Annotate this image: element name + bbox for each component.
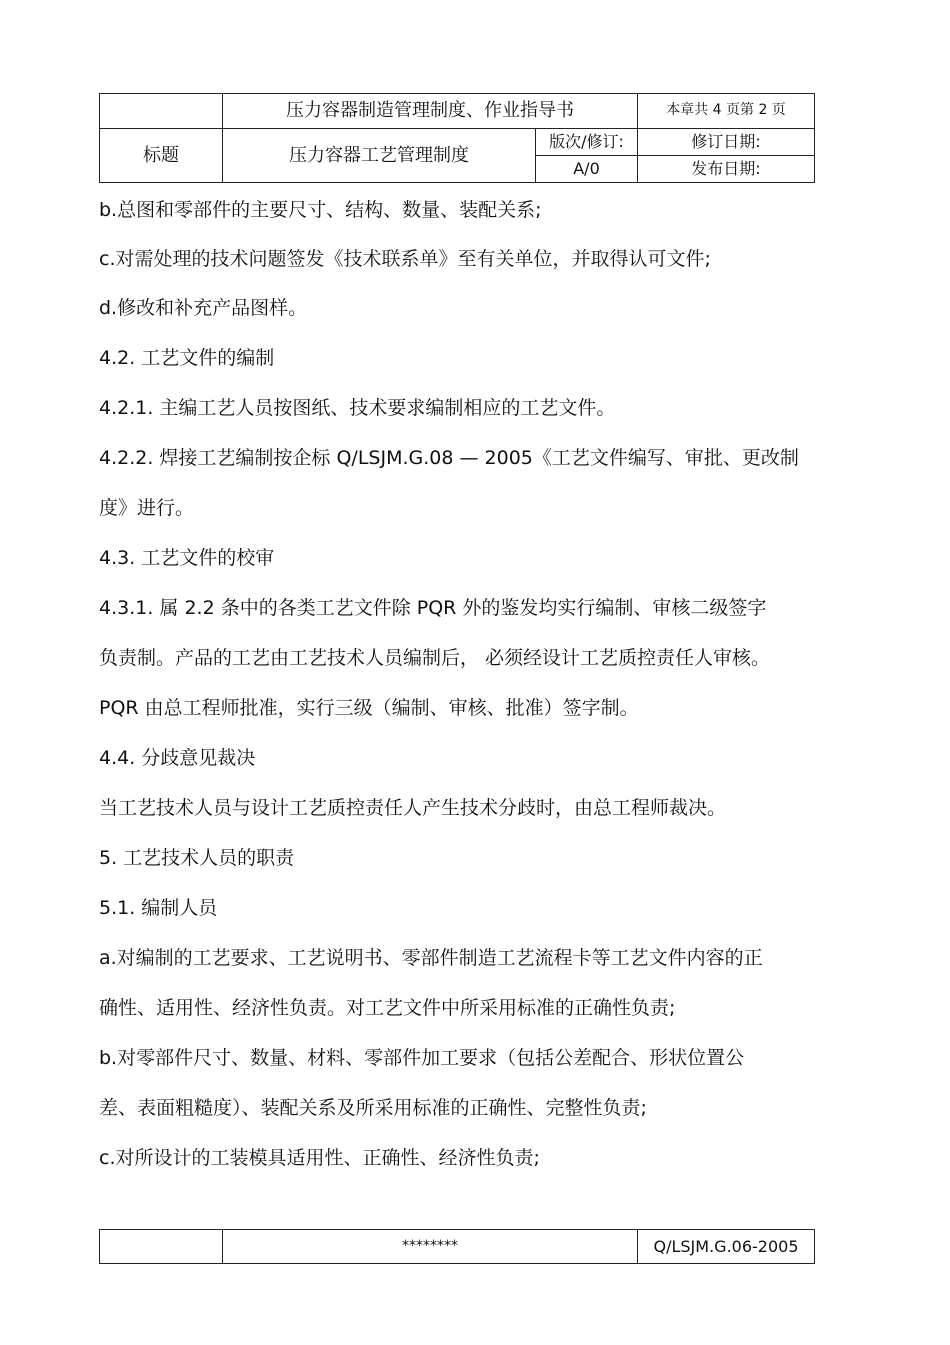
release-date-label: 发布日期: — [638, 156, 815, 183]
section-heading: 4.4. 分歧意见裁决 — [99, 747, 256, 769]
revision-date-label: 修订日期: — [638, 129, 815, 156]
section-heading: 5.1. 编制人员 — [99, 897, 218, 919]
body-line: 4.2.2. 焊接工艺编制按企标 Q/LSJM.G.08 — 2005《工艺文件编写、审批、更改制 — [99, 447, 799, 469]
body-line: 4.2.1. 主编工艺人员按图纸、技术要求编制相应的工艺文件。 — [99, 397, 616, 419]
footer-table — [99, 1229, 815, 1264]
body-line: b.总图和零部件的主要尺寸、结构、数量、装配关系; — [99, 199, 542, 221]
body-line: 当工艺技术人员与设计工艺质控责任人产生技术分歧时，由总工程师裁决。 — [99, 797, 727, 819]
doc-title: 压力容器制造管理制度、作业指导书 — [223, 94, 638, 129]
body-line: 度》进行。 — [99, 497, 195, 519]
section-heading: 5. 工艺技术人员的职责 — [99, 847, 295, 869]
body-line: d.修改和补充产品图样。 — [99, 297, 308, 319]
version-label: 版次/修订: — [536, 129, 638, 156]
body-line: 确性、适用性、经济性负责。对工艺文件中所采用标准的正确性负责; — [99, 997, 676, 1019]
body-line: 负责制。产品的工艺由工艺技术人员编制后， 必须经设计工艺质控责任人审核。 — [99, 647, 771, 669]
body-line: 4.3.1. 属 2.2 条中的各类工艺文件除 PQR 外的鉴发均实行编制、审核二级签字 — [99, 597, 767, 619]
section-heading: 4.3. 工艺文件的校审 — [99, 547, 275, 569]
body-line: c.对需处理的技术问题签发《技术联系单》至有关单位，并取得认可文件; — [99, 248, 711, 270]
footer-center-text: ******** — [223, 1230, 638, 1264]
page-info: 本章共 4 页第 2 页 — [638, 94, 815, 129]
section-heading: 4.2. 工艺文件的编制 — [99, 347, 275, 369]
section-title: 压力容器工艺管理制度 — [223, 129, 536, 183]
header-table — [99, 93, 815, 183]
body-line: b.对零部件尺寸、数量、材料、零部件加工要求（包括公差配合、形状位置公 — [99, 1047, 745, 1069]
header-blank-cell — [100, 94, 223, 129]
body-line: a.对编制的工艺要求、工艺说明书、零部件制造工艺流程卡等工艺文件内容的正 — [99, 947, 763, 969]
footer-blank-cell — [100, 1230, 223, 1264]
body-line: 差、表面粗糙度）、装配关系及所采用标准的正确性、完整性负责; — [99, 1097, 647, 1119]
body-line: PQR 由总工程师批准，实行三级（编制、审核、批准）签字制。 — [99, 697, 639, 719]
footer-doc-code: Q/LSJM.G.06-2005 — [638, 1230, 815, 1264]
title-label: 标题 — [100, 129, 223, 183]
version-value: A/0 — [536, 156, 638, 183]
body-line: c.对所设计的工装模具适用性、正确性、经济性负责; — [99, 1147, 540, 1169]
